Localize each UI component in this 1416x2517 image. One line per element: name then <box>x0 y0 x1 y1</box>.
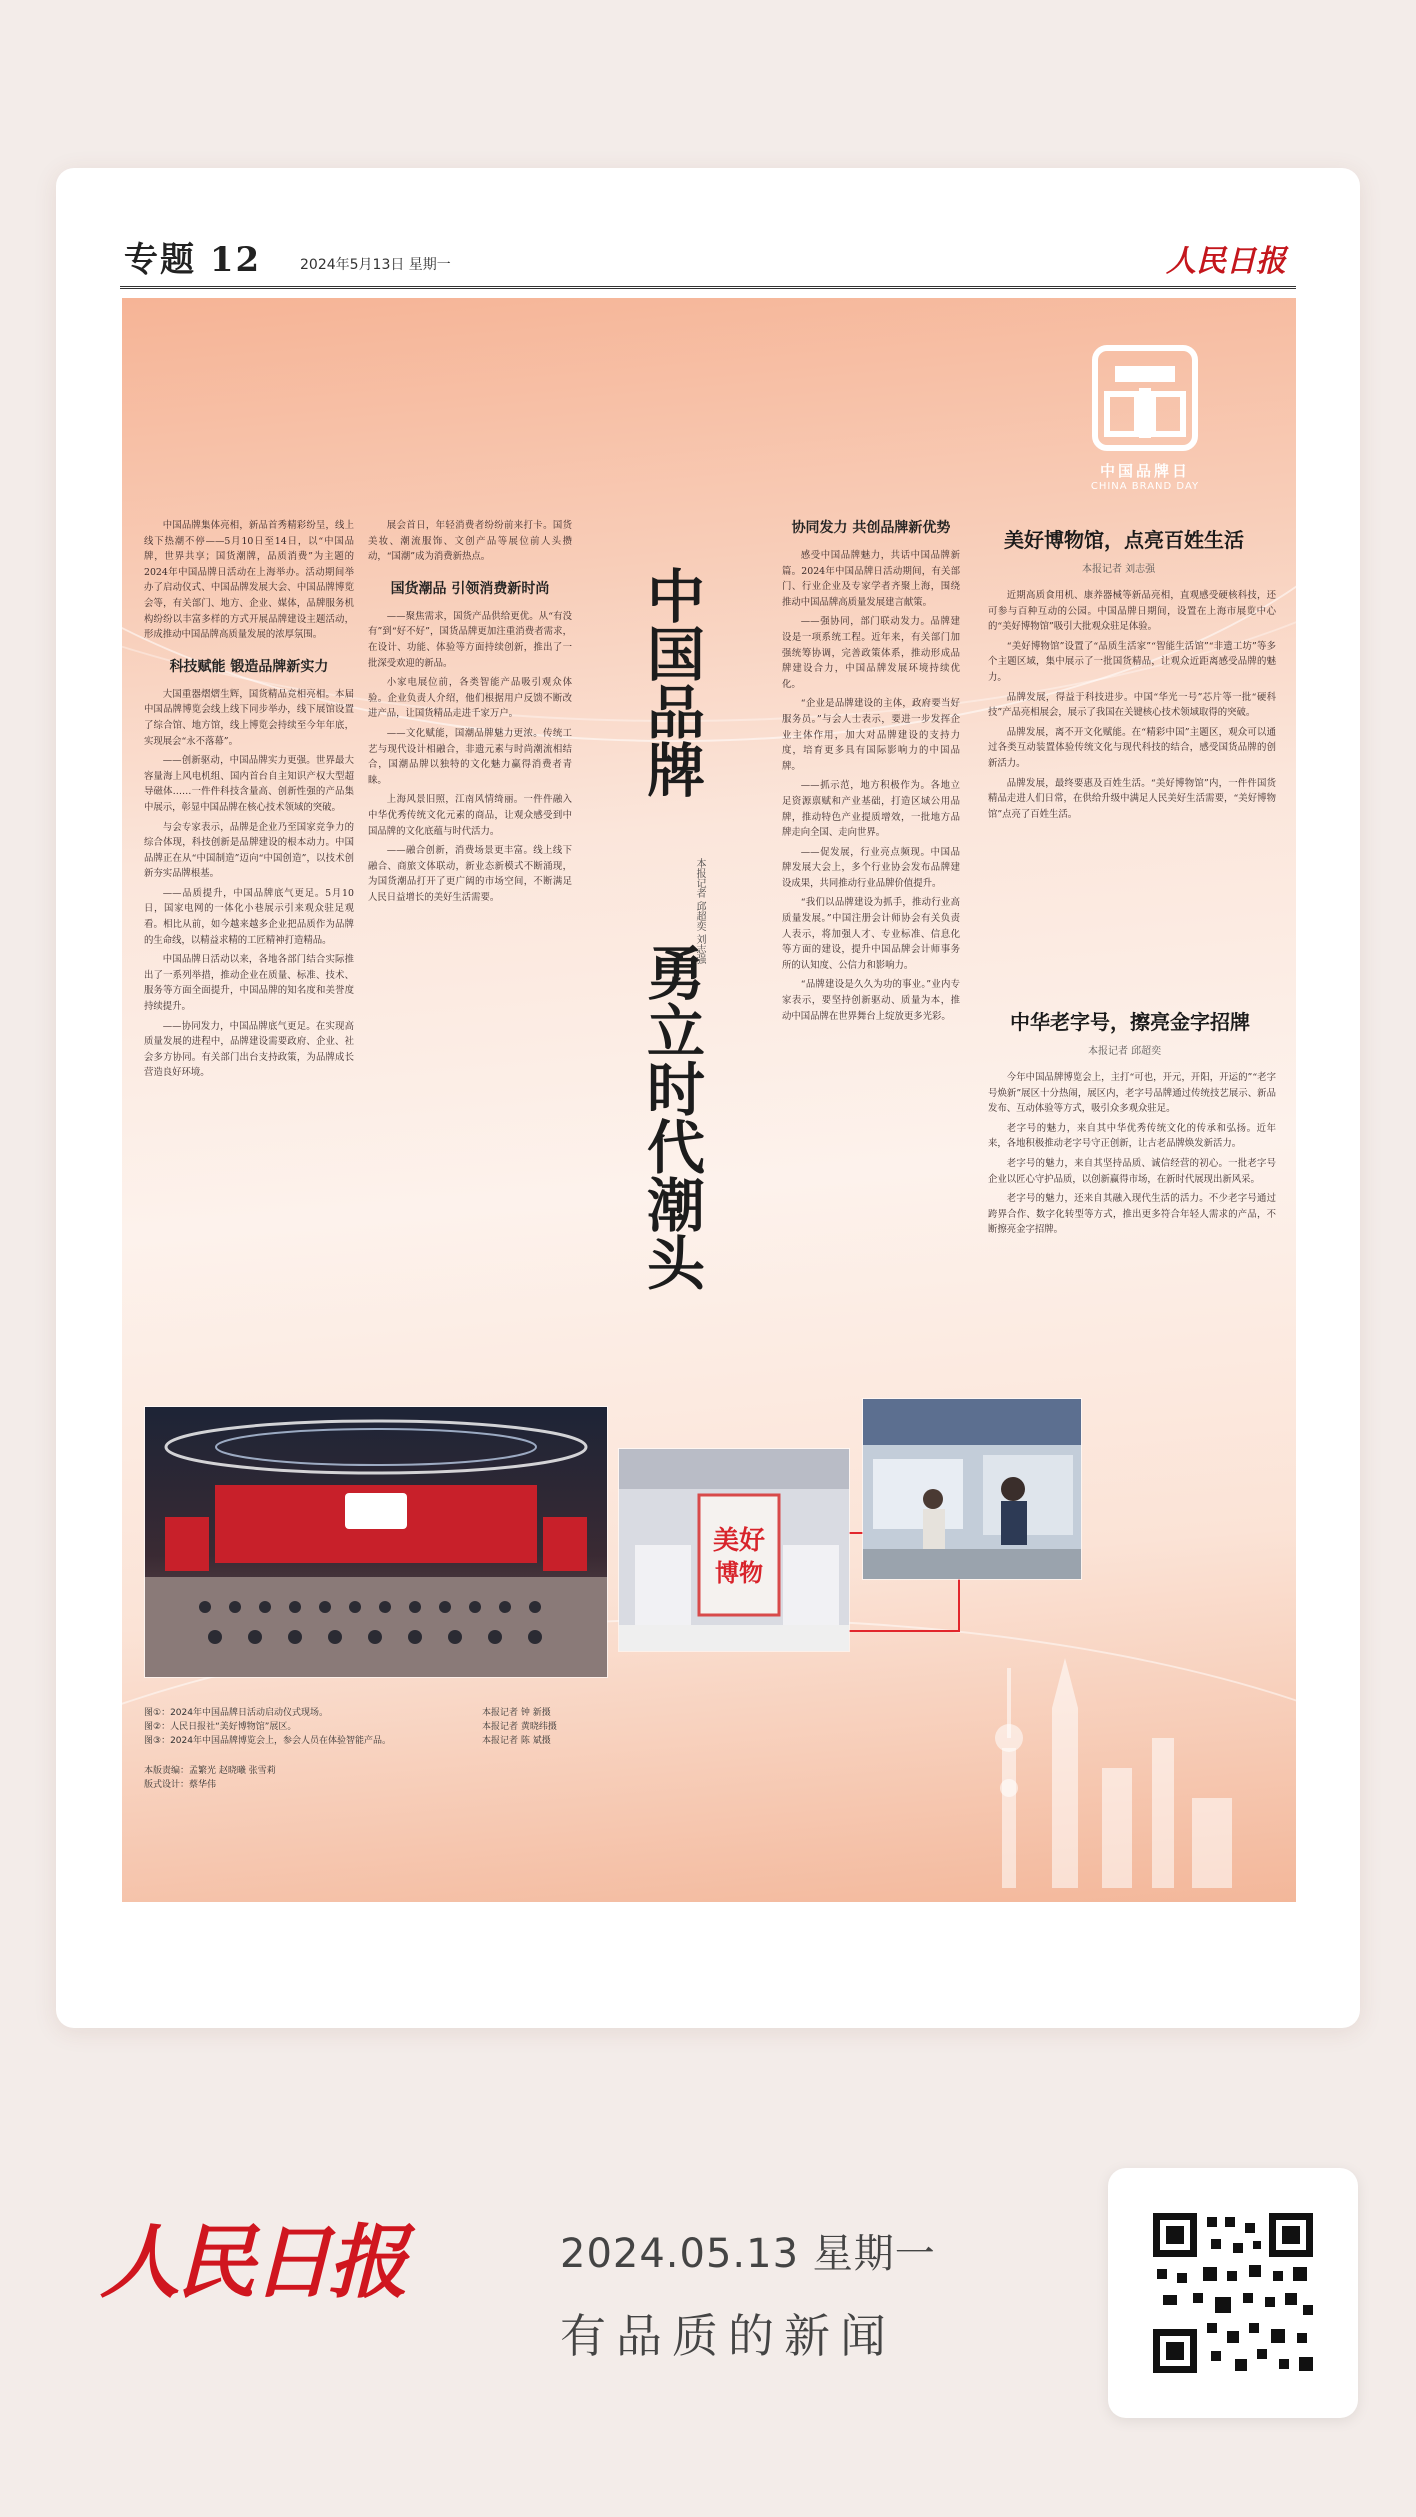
paragraph: 近期高质食用机、康养器械等新品亮相，直观感受硬核科技，还可参与百种互动的公园。中国品牌日期间，设置在上海市展览中心的“美好博物馆”吸引大批观众驻足体验。 <box>988 590 1276 633</box>
paragraph: 品牌发展，最终要惠及百姓生活。“美好博物馆”内，一件件国货精品走进人们日常，在供给升级中满足人民美好生活需要，“美好博物馆”点亮了百姓生活。 <box>988 777 1276 820</box>
svg-text:美好: 美好 <box>712 1526 766 1556</box>
footer-logo: 人民日报 <box>100 2215 404 2309</box>
paragraph: “我们以品牌建设为抓手，推动行业高质量发展。”中国注册会计师协会有关负责人表示，将加强人才、专业标准、信息化等方面的建设，提升中国品牌会计师事务所的认知度、公信力和影响力。 <box>782 897 960 971</box>
section2-heading: 国货潮品 引领消费新时尚 <box>390 580 550 597</box>
section1-heading: 科技赋能 锻造品牌新实力 <box>169 658 329 675</box>
paragraph: 展会首日，年轻消费者纷纷前来打卡。国货美妆、潮流服饰、文创产品等展位前人头攒动，“国潮”成为消费新热点。 <box>368 520 572 563</box>
photo-launch-ceremony[interactable] <box>144 1406 608 1678</box>
article1-title: 美好博物馆，点亮百姓生活 <box>1004 528 1244 552</box>
paragraph: ——促发展，行业亮点频现。中国品牌发展大会上，多个行业协会发布品牌建设成果，共同推动行业品牌价值提升。 <box>782 846 960 889</box>
paragraph: 上海风景旧照，江南风情绮丽。一件件融入中华优秀传统文化元素的商品，让观众感受到中国品牌的文化底蕴与时代活力。 <box>368 794 572 837</box>
paragraph: 小家电展位前，各类智能产品吸引观众体验。企业负责人介绍，他们根据用户反馈不断改进产品，让国货精品走进千家万户。 <box>368 677 572 720</box>
paragraph: “企业是品牌建设的主体，政府要当好服务员。”与会人士表示，要进一步发挥企业主体作用，加大对品牌建设的支持力度，培育更多具有国际影响力的中国品牌。 <box>782 698 960 772</box>
qr-code-card[interactable] <box>1108 2168 1358 2418</box>
editors-line: 本版责编：孟繁光 赵晓曦 张雪莉 <box>144 1766 276 1776</box>
paragraph: ——抓示范，地方积极作为。各地立足资源禀赋和产业基础，打造区域公用品牌，推动特色产业提质增效，一批地方品牌走向全国、走向世界。 <box>782 780 960 839</box>
brand-day-english: CHINA BRAND DAY <box>1090 481 1200 492</box>
paragraph: 品牌发展，离不开文化赋能。在“精彩中国”主题区，观众可以通过各类互动装置体验传统文化与现代科技的结合，感受国货品牌的创新活力。 <box>988 726 1276 769</box>
svg-text:博物: 博物 <box>715 1558 763 1587</box>
main-byline: 本报记者 邱超奕 刘志强 <box>694 858 705 965</box>
china-brand-day-logo-icon <box>1085 340 1205 460</box>
section2-column <box>368 518 572 909</box>
article2-body <box>988 1070 1276 1242</box>
credit-line: 本报记者 黄晓纬摄 <box>482 1722 557 1732</box>
paragraph: 老字号的魅力，还来自其融入现代生活的活力。不少老字号通过跨界合作、数字化转型等方式，推出更多符合年轻人需求的产品，不断擦亮金字招牌。 <box>988 1193 1276 1236</box>
photo-visitors-experience[interactable] <box>862 1398 1082 1580</box>
paragraph: 感受中国品牌魅力，共话中国品牌新篇。2024年中国品牌日活动期间，有关部门、行业企业及专家学者齐聚上海，围绕推动中国品牌高质量发展建言献策。 <box>782 550 960 608</box>
paragraph: 老字号的魅力，来自其中华优秀传统文化的传承和弘扬。近年来，各地积极推动老字号守正创新，让古老品牌焕发新活力。 <box>988 1122 1276 1150</box>
headline-part1: 中国品牌 <box>637 566 705 798</box>
launch-ceremony-image <box>145 1407 607 1677</box>
paragraph: 中国品牌日活动以来，各地各部门结合实际推出了一系列举措，推动企业在质量、标准、技术、服务等方面全面提升，中国品牌的知名度和美誉度持续提升。 <box>144 954 354 1013</box>
shanghai-skyline-icon <box>962 1628 1262 1888</box>
issue-date: 2024年5月13日 星期一 <box>300 257 451 273</box>
brand-day-name: 中国品牌日 <box>1099 462 1190 480</box>
article2-title: 中华老字号，擦亮金字招牌 <box>1010 1010 1250 1034</box>
newspaper-masthead <box>120 230 1296 289</box>
intro-paragraph: 中国品牌集体亮相，新品首秀精彩纷呈，线上线下热潮不停——5月10日至14日，以“中国品牌，世界共享；国货潮牌，品质消费”为主题的2024年中国品牌日活动在上海举办。活动期间举办了启动仪式、中国品牌发展大会、中国品牌博览会等，有关部门、地方、企业、媒体，品牌服务机构纷纷以丰富多样的方式开展品牌建设主题活动，形成推动中国品牌高质量发展的浓厚氛围。 <box>144 520 354 641</box>
photo-museum-exhibit[interactable] <box>618 1448 850 1652</box>
visitors-experience-image <box>863 1399 1081 1579</box>
caption-line: 图①：2024年中国品牌日活动启动仪式现场。 <box>144 1708 328 1718</box>
section-label: 专题 12 <box>124 240 262 280</box>
footer-date: 2024.05.13 星期一 <box>560 2231 936 2277</box>
paragraph: “美好博物馆”设置了“品质生活家”“智能生活馆”“非遗工坊”等多个主题区域，集中展示了一批国货精品，让观众近距离感受品牌的魅力。 <box>988 640 1276 683</box>
article1-byline: 本报记者 刘志强 <box>1082 564 1156 575</box>
paragraph: ——文化赋能，国潮品牌魅力更浓。传统工艺与现代设计相融合，非遗元素与时尚潮流相结合，国潮品牌以独特的文化魅力赢得消费者青睐。 <box>368 727 572 786</box>
paragraph: 大国重器熠熠生辉，国货精品竞相亮相。本届中国品牌博览会线上线下同步举办，线下展馆设置了综合馆、地方馆，线上博览会持续至今年年底，实现展会“永不落幕”。 <box>144 688 354 747</box>
footer-slogan: 有品质的新闻 <box>560 2309 896 2363</box>
masthead-logo: 人民日报 <box>1166 244 1286 279</box>
paragraph: ——创新驱动，中国品牌实力更强。世界最大容量海上风电机组、国内首台自主知识产权大型超导磁体……一件件科技含量高、创新性强的产品集中展示，彰显中国品牌在核心技术领域的突破。 <box>144 755 354 813</box>
intro-column <box>144 518 354 1085</box>
section3-column <box>782 518 960 1028</box>
photo-credits <box>482 1706 632 1748</box>
credit-line: 本报记者 陈 斌摄 <box>482 1736 551 1746</box>
design-line: 版式设计：蔡华伟 <box>144 1780 217 1790</box>
qr-code-icon <box>1108 2168 1358 2418</box>
article2-byline: 本报记者 邱超奕 <box>1088 1046 1162 1057</box>
paragraph: ——聚焦需求，国货产品供给更优。从“有没有”到“好不好”，国货品牌更加注重消费者需求，在设计、功能、体验等方面持续创新，推出了一批深受欢迎的新品。 <box>368 610 572 669</box>
caption-line: 图②：人民日报社“美好博物馆”展区。 <box>144 1722 297 1732</box>
paragraph: ——融合创新，消费场景更丰富。线上线下融合、商旅文体联动，新业态新模式不断涌现，为国货潮品打开了更广阔的市场空间，不断满足人民日益增长的美好生活需要。 <box>368 845 572 903</box>
article1-body <box>988 588 1276 826</box>
paragraph: 老字号的魅力，来自其坚持品质、诚信经营的初心。一批老字号企业以匠心守护品质，以创新赢得市场，在新时代展现出新风采。 <box>988 1157 1276 1185</box>
section3-heading: 协同发力 共创品牌新优势 <box>791 520 951 536</box>
headline-part2: 勇立时代潮头 <box>637 943 705 1291</box>
paragraph: 与会专家表示，品牌是企业乃至国家竞争力的综合体现，科技创新是品牌建设的根本动力。中国品牌正在从“中国制造”迈向“中国创造”，以技术创新夯实品牌根基。 <box>144 821 354 880</box>
paragraph: ——协同发力，中国品牌底气更足。在实现高质量发展的进程中，品牌建设需要政府、企业、社会多方协同。有关部门出台支持政策，为品牌成长营造良好环境。 <box>144 1020 354 1079</box>
caption-line: 图③：2024年中国品牌博览会上，参会人员在体验智能产品。 <box>144 1736 391 1746</box>
paragraph: “品牌建设是久久为功的事业。”业内专家表示，要坚持创新驱动、质量为本，推动中国品牌在世界舞台上绽放更多光彩。 <box>782 979 960 1022</box>
paragraph: 今年中国品牌博览会上，主打“可也，开元，开阳，开运的”“老字号焕新”展区十分热闹，展区内，老字号品牌通过传统技艺展示、新品发布、互动体验等方式，吸引众多观众驻足。 <box>988 1072 1276 1115</box>
photo-captions <box>144 1706 444 1748</box>
museum-exhibit-image <box>619 1449 849 1651</box>
paragraph: ——强协同，部门联动发力。品牌建设是一项系统工程。近年来，有关部门加强统筹协调，完善政策体系，推动形成品牌建设合力，中国品牌发展环境持续优化。 <box>782 616 960 690</box>
paragraph: ——品质提升，中国品牌底气更足。5月10日，国家电网的一体化小巷展示引来观众驻足观看。相比从前，如今越来越多企业把品质作为品牌的生命线，以精益求精的工匠精神打造精品。 <box>144 887 354 946</box>
newspaper-page[interactable] <box>122 298 1296 1902</box>
credit-line: 本报记者 钟 新摄 <box>482 1708 551 1718</box>
editor-credits <box>144 1764 474 1792</box>
paragraph: 品牌发展，得益于科技进步。中国“华光一号”芯片等一批“硬科技”产品亮相展会，展示了我国在关键核心技术领域取得的突破。 <box>988 691 1276 719</box>
